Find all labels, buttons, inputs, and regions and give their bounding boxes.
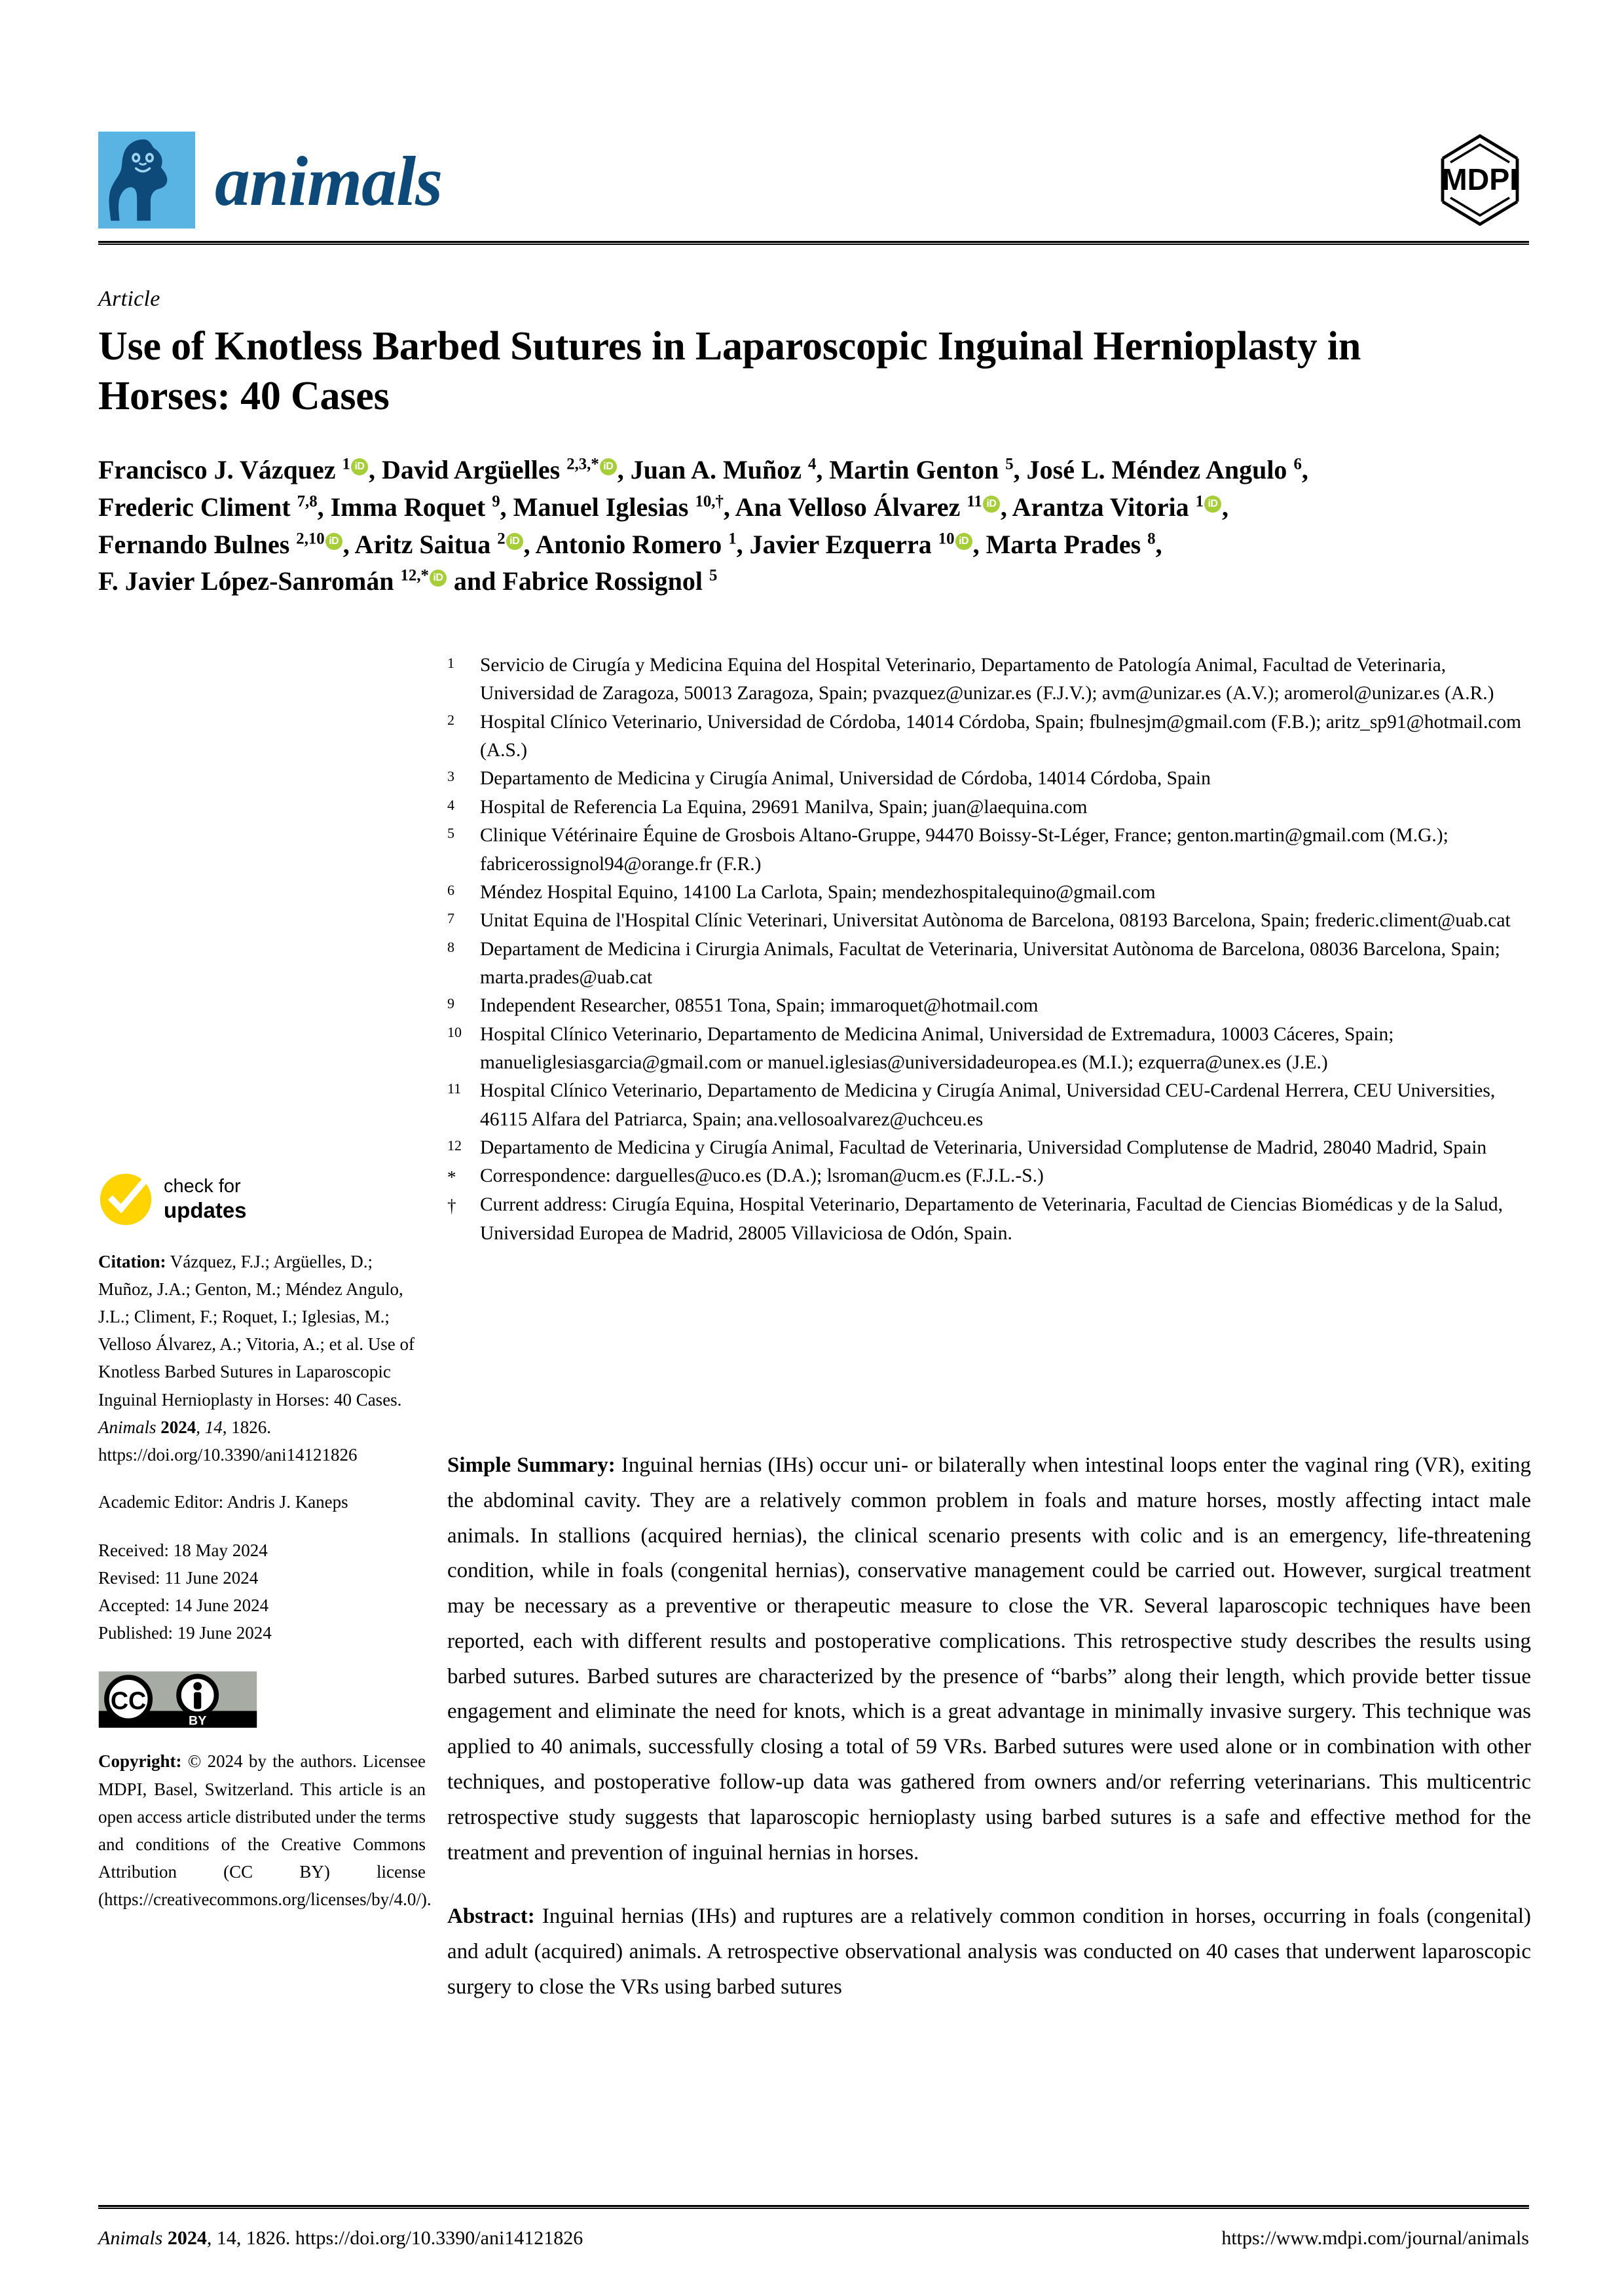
affiliation-item <box>447 879 1531 907</box>
gorilla-icon <box>98 132 195 228</box>
affiliation-item <box>447 708 1531 765</box>
affiliation-text: Departament de Medicina i Cirurgia Animals, Facultat de Veterinaria, Universitat Autònoma de Barcelona, 08036 Barcelona, Spain; marta.prades@uab.cat <box>480 938 1500 988</box>
orcid-icon[interactable]: iD <box>325 533 342 550</box>
orcid-icon[interactable]: iD <box>430 570 447 587</box>
date-published: Published: 19 June 2024 <box>98 1623 272 1643</box>
affiliation-marker: 11 <box>447 1080 462 1097</box>
mdpi-logo-icon <box>1431 131 1529 229</box>
abstract <box>447 1899 1531 2005</box>
affiliation-marker: 7 <box>447 910 454 927</box>
affiliation-item <box>447 936 1531 993</box>
affiliation-item <box>447 1134 1531 1162</box>
affiliation-item <box>447 1021 1531 1078</box>
check-circle-icon <box>98 1172 153 1227</box>
simple-summary-text: Inguinal hernias (IHs) occur uni- or bilaterally when intestinal loops enter the vaginal ring (VR), exiting the abdominal cavity. They are a relatively common problem in foals and mature horses, mostly affecting intact male animals. In stallions (acquired hernias), the clinical scenario presents with colic and is an emergency, life-threatening condition, while in foals (congenital hernias), conservative management could be carried out. However, surgical treatment may be necessary as a preventive or therapeutic measure to close the VR. Several laparoscopic techniques have been reported, each with different results and postoperative complications. This retrospective study describes the results using barbed sutures. Barbed sutures are characterized by the presence of “barbs” along their length, which provide better tissue engagement and eliminate the need for knots, which is a great advantage in minimally invasive surgery. This technique was applied to 40 animals, successfully closing a total of 59 VRs. Barbed sutures were used alone or in combination with other techniques, and postoperative follow-up data was gathered from owners and/or referring veterinarians. This multicentric retrospective study suggests that laparoscopic hernioplasty using barbed sutures is a safe and effective method for the treatment and prevention of inguinal hernias in horses. <box>447 1453 1532 1865</box>
current-address-text: Current address: Cirugía Equina, Hospital Veterinario, Departamento de Veterinaria, Facultad de Ciencias Biomédicas y de la Salud, Universidad Europea de Madrid, 28005 Villaviciosa de Odón, Spain. <box>480 1194 1503 1244</box>
affiliation-text: Méndez Hospital Equino, 14100 La Carlota, Spain; mendezhospitalequino@gmail.com <box>480 881 1156 903</box>
affiliation-text: Hospital Clínico Veterinario, Departamento de Medicina y Cirugía Animal, Universidad CEU-Cardenal Herrera, CEU Universities, 46115 Alfara del Patriarca, Spain; ana.vellosoalvarez@uchceu.es <box>480 1080 1496 1130</box>
affiliation-text: Unitat Equina de l'Hospital Clínic Veterinari, Universitat Autònoma de Barcelona, 08193 Barcelona, Spain; frederic.climent@uab.cat <box>480 910 1511 932</box>
author-line-3: Fernando Bulnes $^{2,10}$ iD , Aritz Saitua $^2$ iD , Antonio Romero $^1$, Javier Ezquerra $^{10}$ iD , Marta Prades $^8$, <box>98 529 1162 559</box>
orcid-icon[interactable]: iD <box>600 458 617 475</box>
publication-dates <box>98 1537 426 1647</box>
orcid-icon[interactable]: iD <box>506 533 523 550</box>
affiliation-marker: 10 <box>447 1023 462 1040</box>
affiliation-item <box>447 793 1531 822</box>
affiliation-text: Departamento de Medicina y Cirugía Animal, Facultad de Veterinaria, Universidad Complutense de Madrid, 28040 Madrid, Spain <box>480 1137 1487 1159</box>
citation-volume-sep: , <box>196 1417 205 1437</box>
citation-block <box>98 1248 426 1468</box>
affiliation-marker: 4 <box>447 796 454 813</box>
affiliation-text: Independent Researcher, 08551 Tona, Spain; immaroquet@hotmail.com <box>480 995 1039 1017</box>
abstract-label: Abstract: <box>447 1904 535 1929</box>
check-line-1: check for <box>164 1176 241 1197</box>
page-footer <box>98 2227 1529 2250</box>
copyright-text: © 2024 by the authors. Licensee MDPI, Basel, Switzerland. This article is an open access article distributed under the terms and conditions of the Creative Commons Attribution (CC BY) license (https://creativecommons.org/licenses/by/4.0/). <box>98 1751 432 1909</box>
check-for-updates-label <box>164 1175 247 1223</box>
simple-summary-label: Simple Summary: <box>447 1453 616 1477</box>
orcid-icon[interactable]: iD <box>955 533 972 550</box>
citation-volume: 14 <box>204 1417 223 1437</box>
footer-journal: Animals <box>98 2227 163 2249</box>
author-line-2: Frederic Climent $^{7,8}$, Imma Roquet $^9$, Manuel Iglesias $^{10,\dagger}$, Ana Velloso Álvarez $^{11}$ iD , Arantza Vitoria $^1$ iD , <box>98 492 1228 522</box>
svg-text:CC: CC <box>110 1686 147 1715</box>
page-header <box>98 124 1529 236</box>
svg-text:BY: BY <box>189 1713 207 1728</box>
affiliation-item <box>447 822 1531 879</box>
header-divider <box>98 241 1529 245</box>
affiliation-marker: 6 <box>447 881 454 898</box>
footer-volume-page: , 14, 1826. https://doi.org/10.3390/ani14121826 <box>206 2227 583 2249</box>
affiliation-text: Clinique Vétérinaire Équine de Grosbois Altano-Gruppe, 94470 Boissy-St-Léger, France; genton.martin@gmail.com (M.G.); fabricerossignol94@orange.fr (F.R.) <box>480 825 1449 875</box>
svg-text:MDPI: MDPI <box>1441 162 1519 196</box>
citation-pages: , 1826. <box>222 1417 272 1437</box>
affiliation-item <box>447 765 1531 793</box>
gorilla-silhouette-icon <box>98 132 195 228</box>
check-line-2: updates <box>164 1197 247 1222</box>
abstract-column <box>447 1448 1531 2034</box>
current-address-item <box>447 1191 1531 1248</box>
correspondence-item <box>447 1162 1531 1191</box>
correspondence-marker: * <box>447 1167 456 1188</box>
copyright-block <box>98 1747 432 1913</box>
affiliation-marker: 1 <box>447 655 454 671</box>
check-for-updates-badge[interactable] <box>98 1172 426 1227</box>
correspondence-text: Correspondence: darguelles@uco.es (D.A.); lsroman@ucm.es (F.J.L.-S.) <box>480 1165 1044 1187</box>
cc-by-license-icon[interactable] <box>98 1671 257 1728</box>
citation-year: 2024 <box>160 1417 196 1437</box>
article-type-label: Article <box>98 287 160 311</box>
affiliation-item <box>447 992 1531 1020</box>
abstract-text: Inguinal hernias (IHs) and ruptures are a relatively common condition in horses, occurring in foals (congenital) and adult (acquired) animals. A retrospective observational analysis was conducted on 40 cases that underwent laparoscopic surgery to close the VRs using barbed sutures <box>447 1904 1531 1999</box>
affiliation-item <box>447 907 1531 935</box>
journal-brand <box>98 132 442 228</box>
affiliation-marker: 9 <box>447 995 454 1012</box>
page-title: Use of Knotless Barbed Sutures in Laparoscopic Inguinal Hernioplasty in Horses: 40 Cases <box>98 324 1361 418</box>
simple-summary <box>447 1448 1531 1870</box>
affiliation-text: Servicio de Cirugía y Medicina Equina del Hospital Veterinario, Departamento de Patología Animal, Facultad de Veterinaria, Universidad de Zaragoza, 50013 Zaragoza, Spain; pvazquez@unizar.es (F.J.V.); avm@unizar.es (A.V.); aromerol@unizar.es (A.R.) <box>480 655 1494 704</box>
affiliation-marker: 8 <box>447 938 454 955</box>
footer-url[interactable]: https://www.mdpi.com/journal/animals <box>1221 2227 1529 2249</box>
academic-editor: Academic Editor: Andris J. Kaneps <box>98 1491 348 1512</box>
orcid-icon[interactable]: iD <box>983 496 1000 513</box>
affiliation-marker: 12 <box>447 1137 462 1154</box>
orcid-icon[interactable]: iD <box>351 458 368 475</box>
footer-citation <box>98 2227 583 2250</box>
citation-journal: Animals <box>98 1417 157 1437</box>
affiliation-list <box>447 651 1531 1248</box>
footer-divider <box>98 2205 1529 2209</box>
citation-authors: Vázquez, F.J.; Argüelles, D.; Muñoz, J.A.; Genton, M.; Méndez Angulo, J.L.; Climent, F.; Roquet, I.; Iglesias, M.; Velloso Álvarez, A.; Vitoria, A.; et al. Use of Knotless Barbed Sutures in Laparoscopic Inguinal Hernioplasty in Horses: 40 Cases. <box>98 1252 415 1410</box>
author-line-4: F. Javier López-Sanromán $^{12,*}$ iD and Fabrice Rossignol $^5$ <box>98 566 718 596</box>
date-accepted: Accepted: 14 June 2024 <box>98 1595 269 1616</box>
date-revised: Revised: 11 June 2024 <box>98 1568 259 1588</box>
citation-label: Citation: <box>98 1252 166 1271</box>
affiliation-marker: 2 <box>447 711 454 728</box>
mdpi-hexagon-icon <box>1431 131 1529 229</box>
copyright-label: Copyright: <box>98 1751 182 1772</box>
creative-commons-badge-icon <box>98 1671 257 1728</box>
affiliation-marker: 5 <box>447 825 454 842</box>
date-received: Received: 18 May 2024 <box>98 1540 268 1560</box>
affiliation-text: Hospital Clínico Veterinario, Departamento de Medicina Animal, Universidad de Extremadura, 10003 Cáceres, Spain; manueliglesiasgarcia@gmail.com or manuel.iglesias@universidadeuropea.es (M.I.); ezquerra@unex.es (J.E.) <box>480 1023 1394 1074</box>
orcid-icon[interactable]: iD <box>1204 496 1221 513</box>
sidebar <box>98 1172 432 1913</box>
affiliation-text: Hospital de Referencia La Equina, 29691 Manilva, Spain; juan@laequina.com <box>480 796 1088 818</box>
affiliation-item <box>447 651 1531 708</box>
footer-year: 2024 <box>167 2227 207 2249</box>
author-line-1: Francisco J. Vázquez $^1$ iD , David Argüelles $^{2,3,*}$ iD , Juan A. Muñoz $^4$, Martin Genton $^5$, José L. Méndez Angulo $^6$, <box>98 455 1308 484</box>
affiliation-text: Hospital Clínico Veterinario, Universidad de Córdoba, 14014 Córdoba, Spain; fbulnesjm@gmail.com (F.B.); aritz_sp91@hotmail.com (A.S.) <box>480 711 1522 761</box>
crossmark-icon[interactable] <box>98 1172 153 1227</box>
current-address-marker: † <box>447 1196 456 1216</box>
affiliation-item <box>447 1077 1531 1134</box>
journal-title: animals <box>215 143 443 221</box>
affiliation-marker: 3 <box>447 768 454 785</box>
citation-doi[interactable]: https://doi.org/10.3390/ani14121826 <box>98 1444 358 1465</box>
affiliation-text: Departamento de Medicina y Cirugía Animal, Universidad de Córdoba, 14014 Córdoba, Spain <box>480 768 1211 790</box>
author-list <box>98 452 1532 600</box>
